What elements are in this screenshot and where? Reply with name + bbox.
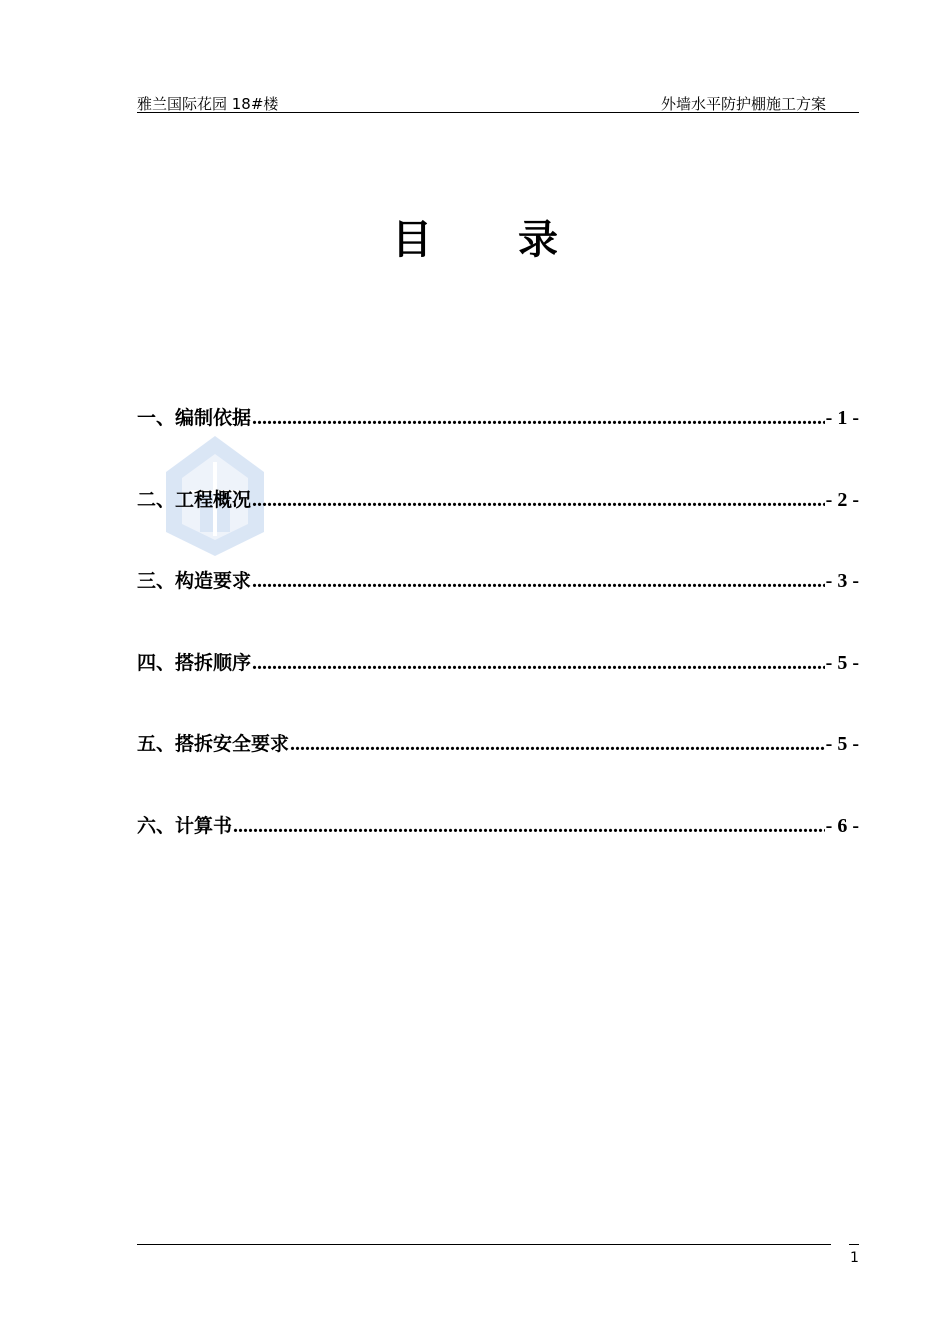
toc-entry[interactable] [137,485,859,515]
toc-entry[interactable] [137,729,859,759]
toc-entry[interactable] [137,811,859,841]
toc-entry[interactable] [137,566,859,596]
toc-leader-dots [252,407,825,430]
toc-leader-dots [290,733,825,756]
toc-entry-label: 二、工程概况 [137,488,252,511]
toc-leader-dots [233,815,825,838]
toc-entry[interactable] [137,648,859,678]
toc-entry-label: 四、搭拆顺序 [137,651,252,674]
toc-entry-label: 五、搭拆安全要求 [137,733,290,755]
header-document-title: 外墙水平防护棚施工方案 [660,95,826,113]
header-project-name: 雅兰国际花园 18#楼 [137,95,279,113]
toc-entry-page: - 2 - [825,488,859,511]
footer-page-dash [849,1244,859,1245]
toc-entry-page: - 5 - [825,651,859,674]
toc-entry-page: - 6 - [825,814,859,837]
header-rule [137,112,859,113]
table-of-contents [137,403,859,892]
footer-rule [137,1244,831,1245]
footer-page-number: 1 [850,1250,859,1266]
toc-entry[interactable] [137,403,859,433]
toc-entry-label: 三、构造要求 [137,570,252,592]
toc-title: 目 录 [392,216,594,263]
toc-entry-label: 六、计算书 [137,814,233,837]
toc-entry-label: 一、编制依据 [137,407,252,429]
toc-leader-dots [252,570,825,593]
toc-entry-page: - 3 - [825,570,859,592]
toc-entry-page: - 5 - [825,733,859,755]
toc-leader-dots [252,652,825,675]
toc-entry-page: - 1 - [825,407,859,429]
toc-leader-dots [252,489,825,512]
